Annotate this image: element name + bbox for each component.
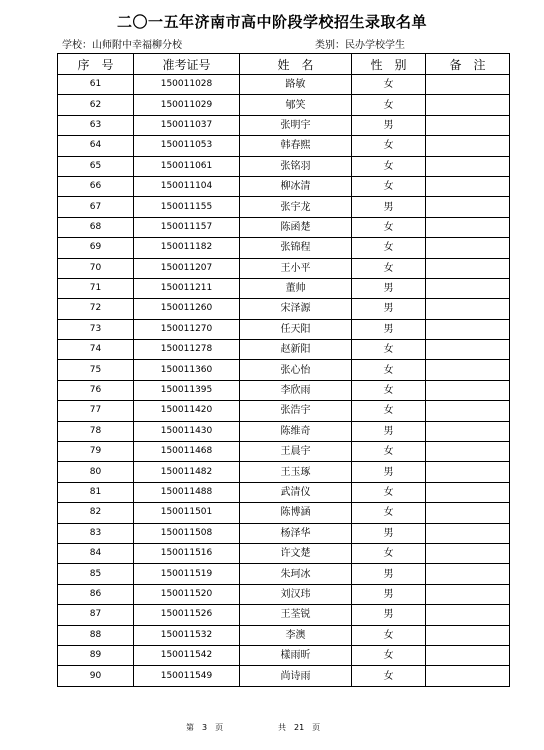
- cell-gender: 男: [352, 523, 426, 543]
- cell-name: 宋泽源: [240, 299, 352, 319]
- table-row: [58, 605, 510, 625]
- cell-index: 70: [58, 258, 134, 278]
- cell-exam-number: 150011532: [134, 625, 240, 645]
- cell-index: 62: [58, 95, 134, 115]
- cell-gender: 女: [352, 95, 426, 115]
- table-body: [58, 75, 510, 687]
- cell-index: 87: [58, 605, 134, 625]
- header-name: 姓 名: [240, 54, 352, 75]
- cell-remarks: [426, 176, 510, 196]
- cell-exam-number: 150011360: [134, 360, 240, 380]
- cell-remarks: [426, 197, 510, 217]
- cell-exam-number: 150011028: [134, 75, 240, 95]
- cell-remarks: [426, 543, 510, 563]
- cell-exam-number: 150011029: [134, 95, 240, 115]
- cell-exam-number: 150011526: [134, 605, 240, 625]
- cell-remarks: [426, 156, 510, 176]
- table-row: [58, 197, 510, 217]
- cell-exam-number: 150011549: [134, 666, 240, 686]
- table-row: [58, 666, 510, 686]
- header-index: 序 号: [58, 54, 134, 75]
- table-row: [58, 482, 510, 502]
- cell-remarks: [426, 503, 510, 523]
- table-row: [58, 75, 510, 95]
- cell-gender: 男: [352, 115, 426, 135]
- cell-remarks: [426, 299, 510, 319]
- cell-exam-number: 150011157: [134, 217, 240, 237]
- table-row: [58, 360, 510, 380]
- document-title: 二〇一五年济南市高中阶段学校招生录取名单: [116, 13, 427, 31]
- table-row: [58, 136, 510, 156]
- cell-name: 王小平: [240, 258, 352, 278]
- cell-gender: 男: [352, 605, 426, 625]
- cell-index: 86: [58, 584, 134, 604]
- cell-remarks: [426, 482, 510, 502]
- cell-remarks: [426, 462, 510, 482]
- cell-exam-number: 150011420: [134, 401, 240, 421]
- cell-gender: 女: [352, 176, 426, 196]
- cell-gender: 女: [352, 75, 426, 95]
- cell-gender: 女: [352, 503, 426, 523]
- cell-gender: 女: [352, 340, 426, 360]
- cell-remarks: [426, 258, 510, 278]
- cell-gender: 女: [352, 666, 426, 686]
- cell-gender: 男: [352, 564, 426, 584]
- cell-index: 77: [58, 401, 134, 421]
- cell-exam-number: 150011207: [134, 258, 240, 278]
- cell-remarks: [426, 584, 510, 604]
- cell-name: 张明宇: [240, 115, 352, 135]
- cell-gender: 女: [352, 360, 426, 380]
- cell-name: 张宇龙: [240, 197, 352, 217]
- cell-exam-number: 150011520: [134, 584, 240, 604]
- table-row: [58, 503, 510, 523]
- cell-index: 63: [58, 115, 134, 135]
- table-row: [58, 523, 510, 543]
- table-row: [58, 299, 510, 319]
- table-row: [58, 543, 510, 563]
- table-row: [58, 319, 510, 339]
- cell-name: 张浩宇: [240, 401, 352, 421]
- cell-exam-number: 150011270: [134, 319, 240, 339]
- cell-remarks: [426, 625, 510, 645]
- cell-index: 69: [58, 238, 134, 258]
- cell-name: 陈维奇: [240, 421, 352, 441]
- cell-gender: 女: [352, 258, 426, 278]
- cell-index: 65: [58, 156, 134, 176]
- cell-name: 李澳: [240, 625, 352, 645]
- cell-name: 路敏: [240, 75, 352, 95]
- cell-exam-number: 150011260: [134, 299, 240, 319]
- table-row: [58, 625, 510, 645]
- table-row: [58, 564, 510, 584]
- page-total: 共 21 页: [278, 723, 321, 732]
- cell-gender: 女: [352, 625, 426, 645]
- cell-gender: 女: [352, 442, 426, 462]
- cell-index: 80: [58, 462, 134, 482]
- cell-exam-number: 150011430: [134, 421, 240, 441]
- cell-name: 张心怡: [240, 360, 352, 380]
- cell-exam-number: 150011488: [134, 482, 240, 502]
- page-number: 第 3 页: [186, 723, 224, 732]
- school-label: 学校：山师附中幸福柳分校: [62, 40, 182, 51]
- cell-index: 79: [58, 442, 134, 462]
- admission-table: [57, 53, 510, 687]
- cell-gender: 女: [352, 380, 426, 400]
- cell-name: 樣雨昕: [240, 645, 352, 665]
- header-remarks: 备 注: [426, 54, 510, 75]
- table-row: [58, 584, 510, 604]
- cell-index: 64: [58, 136, 134, 156]
- table-row: [58, 115, 510, 135]
- table-header-row: [58, 54, 510, 75]
- cell-remarks: [426, 380, 510, 400]
- cell-name: 郇笑: [240, 95, 352, 115]
- cell-gender: 女: [352, 482, 426, 502]
- cell-exam-number: 150011182: [134, 238, 240, 258]
- table-row: [58, 258, 510, 278]
- table-row: [58, 176, 510, 196]
- cell-exam-number: 150011278: [134, 340, 240, 360]
- cell-exam-number: 150011519: [134, 564, 240, 584]
- cell-remarks: [426, 136, 510, 156]
- cell-name: 柳冰清: [240, 176, 352, 196]
- table-row: [58, 156, 510, 176]
- cell-name: 陈函楚: [240, 217, 352, 237]
- cell-remarks: [426, 340, 510, 360]
- table-row: [58, 278, 510, 298]
- cell-remarks: [426, 319, 510, 339]
- cell-gender: 男: [352, 319, 426, 339]
- cell-name: 张锦程: [240, 238, 352, 258]
- cell-index: 85: [58, 564, 134, 584]
- cell-name: 王玉琢: [240, 462, 352, 482]
- cell-index: 68: [58, 217, 134, 237]
- cell-gender: 女: [352, 401, 426, 421]
- table-row: [58, 462, 510, 482]
- cell-name: 李欣雨: [240, 380, 352, 400]
- cell-index: 84: [58, 543, 134, 563]
- cell-exam-number: 150011501: [134, 503, 240, 523]
- cell-gender: 男: [352, 462, 426, 482]
- cell-index: 74: [58, 340, 134, 360]
- cell-remarks: [426, 666, 510, 686]
- cell-gender: 男: [352, 584, 426, 604]
- cell-name: 董帅: [240, 278, 352, 298]
- table-row: [58, 380, 510, 400]
- cell-gender: 男: [352, 278, 426, 298]
- table-row: [58, 340, 510, 360]
- cell-name: 武清仪: [240, 482, 352, 502]
- cell-remarks: [426, 401, 510, 421]
- cell-remarks: [426, 421, 510, 441]
- cell-index: 78: [58, 421, 134, 441]
- cell-index: 83: [58, 523, 134, 543]
- cell-index: 89: [58, 645, 134, 665]
- cell-name: 刘汉玮: [240, 584, 352, 604]
- cell-remarks: [426, 564, 510, 584]
- table-row: [58, 217, 510, 237]
- cell-index: 82: [58, 503, 134, 523]
- cell-gender: 女: [352, 238, 426, 258]
- cell-index: 66: [58, 176, 134, 196]
- cell-remarks: [426, 523, 510, 543]
- cell-name: 张铭羽: [240, 156, 352, 176]
- cell-index: 67: [58, 197, 134, 217]
- table-row: [58, 401, 510, 421]
- cell-index: 61: [58, 75, 134, 95]
- cell-remarks: [426, 115, 510, 135]
- header-exam-number: 准考证号: [134, 54, 240, 75]
- cell-gender: 女: [352, 645, 426, 665]
- cell-index: 72: [58, 299, 134, 319]
- cell-remarks: [426, 645, 510, 665]
- cell-index: 81: [58, 482, 134, 502]
- cell-gender: 男: [352, 197, 426, 217]
- table-row: [58, 238, 510, 258]
- table-row: [58, 95, 510, 115]
- cell-remarks: [426, 95, 510, 115]
- category-label: 类别：民办学校学生: [315, 40, 405, 51]
- cell-index: 76: [58, 380, 134, 400]
- cell-index: 75: [58, 360, 134, 380]
- cell-index: 73: [58, 319, 134, 339]
- cell-exam-number: 150011211: [134, 278, 240, 298]
- cell-exam-number: 150011053: [134, 136, 240, 156]
- cell-name: 韩春熙: [240, 136, 352, 156]
- cell-name: 许文楚: [240, 543, 352, 563]
- cell-name: 王晨宇: [240, 442, 352, 462]
- cell-remarks: [426, 605, 510, 625]
- cell-gender: 女: [352, 156, 426, 176]
- cell-exam-number: 150011061: [134, 156, 240, 176]
- table-row: [58, 421, 510, 441]
- cell-index: 90: [58, 666, 134, 686]
- cell-exam-number: 150011104: [134, 176, 240, 196]
- header-gender: 性 别: [352, 54, 426, 75]
- table-row: [58, 645, 510, 665]
- cell-remarks: [426, 442, 510, 462]
- cell-name: 任天阳: [240, 319, 352, 339]
- cell-exam-number: 150011508: [134, 523, 240, 543]
- cell-name: 陈博涵: [240, 503, 352, 523]
- cell-exam-number: 150011482: [134, 462, 240, 482]
- cell-exam-number: 150011037: [134, 115, 240, 135]
- cell-exam-number: 150011542: [134, 645, 240, 665]
- cell-exam-number: 150011155: [134, 197, 240, 217]
- cell-name: 尚诗雨: [240, 666, 352, 686]
- cell-name: 杨泽华: [240, 523, 352, 543]
- cell-name: 朱珂冰: [240, 564, 352, 584]
- cell-remarks: [426, 360, 510, 380]
- cell-name: 赵新阳: [240, 340, 352, 360]
- cell-remarks: [426, 217, 510, 237]
- cell-remarks: [426, 75, 510, 95]
- table-row: [58, 442, 510, 462]
- cell-gender: 女: [352, 543, 426, 563]
- cell-exam-number: 150011468: [134, 442, 240, 462]
- cell-exam-number: 150011516: [134, 543, 240, 563]
- cell-gender: 女: [352, 136, 426, 156]
- cell-name: 王荃锐: [240, 605, 352, 625]
- cell-index: 88: [58, 625, 134, 645]
- cell-gender: 男: [352, 421, 426, 441]
- cell-remarks: [426, 238, 510, 258]
- cell-exam-number: 150011395: [134, 380, 240, 400]
- cell-gender: 女: [352, 217, 426, 237]
- cell-remarks: [426, 278, 510, 298]
- cell-gender: 男: [352, 299, 426, 319]
- cell-index: 71: [58, 278, 134, 298]
